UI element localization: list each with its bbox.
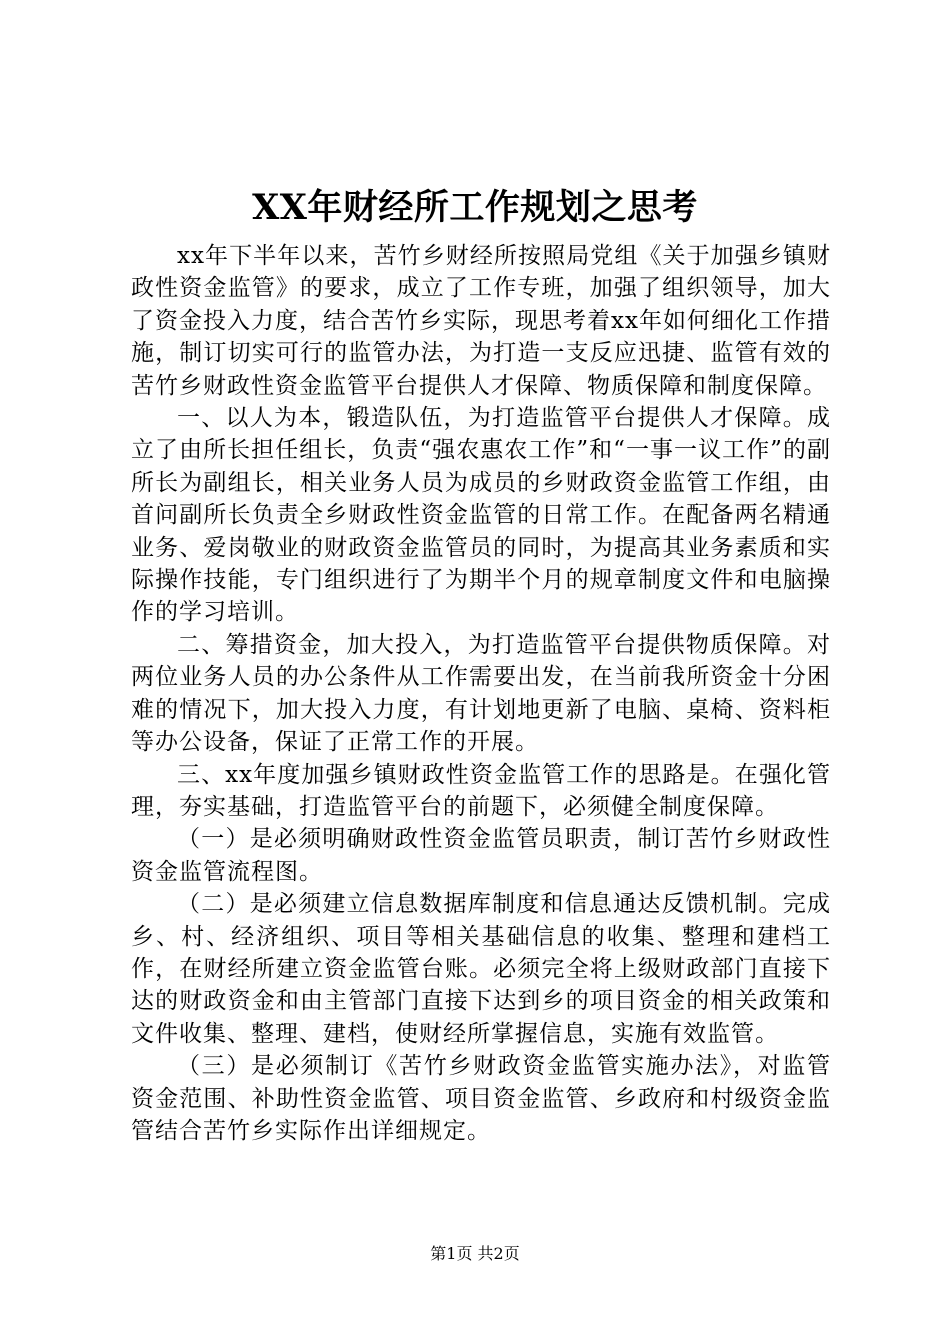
- page-footer: 第1页 共2页: [430, 1244, 520, 1263]
- paragraph-item-1: （一）是必须明确财政性资金监管员职责，制订苦竹乡财政性资金监管流程图。: [131, 826, 831, 885]
- paragraph-item-2: （二）是必须建立信息数据库制度和信息通达反馈机制。完成乡、村、经济组织、项目等相关基础信息的收集、整理和建档工作，在财经所建立资金监管台账。必须完全将上级财政部门直接下达的财政资金和由主管部门直接下达到乡的项目资金的相关政策和文件收集、整理、建档，使财经所掌握信息，实施有效监管。: [131, 891, 831, 1047]
- paragraph-section-1: 一、以人为本，锻造队伍，为打造监管平台提供人才保障。成立了由所长担任组长，负责“强农惠农工作”和“一事一议工作”的副所长为副组长，相关业务人员为成员的乡财政资金监管工作组，由首问副所长负责全乡财政性资金监管的日常工作。在配备两名精通业务、爱岗敬业的财政资金监管员的同时，为提高其业务素质和实际操作技能，专门组织进行了为期半个月的规章制度文件和电脑操作的学习培训。: [131, 405, 831, 626]
- paragraph-intro: xx年下半年以来，苦竹乡财经所按照局党组《关于加强乡镇财政性资金监管》的要求，成立了工作专班，加强了组织领导，加大了资金投入力度，结合苦竹乡实际，现思考着xx年如何细化工作措施，制订切实可行的监管办法，为打造一支反应迅捷、监管有效的苦竹乡财政性资金监管平台提供人才保障、物质保障和制度保障。: [131, 243, 831, 399]
- paragraph-section-2: 二、筹措资金，加大投入，为打造监管平台提供物质保障。对两位业务人员的办公条件从工作需要出发，在当前我所资金十分困难的情况下，加大投入力度，有计划地更新了电脑、桌椅、资料柜等办公设备，保证了正常工作的开展。: [131, 631, 831, 756]
- paragraph-section-3: 三、xx年度加强乡镇财政性资金监管工作的思路是。在强化管理，夯实基础，打造监管平台的前题下，必须健全制度保障。: [131, 761, 831, 820]
- document-body: [131, 240, 831, 1147]
- paragraph-item-3: （三）是必须制订《苦竹乡财政资金监管实施办法》，对监管资金范围、补助性资金监管、项目资金监管、乡政府和村级资金监管结合苦竹乡实际作出详细规定。: [131, 1053, 831, 1144]
- document-title: XX年财经所工作规划之思考: [252, 187, 698, 228]
